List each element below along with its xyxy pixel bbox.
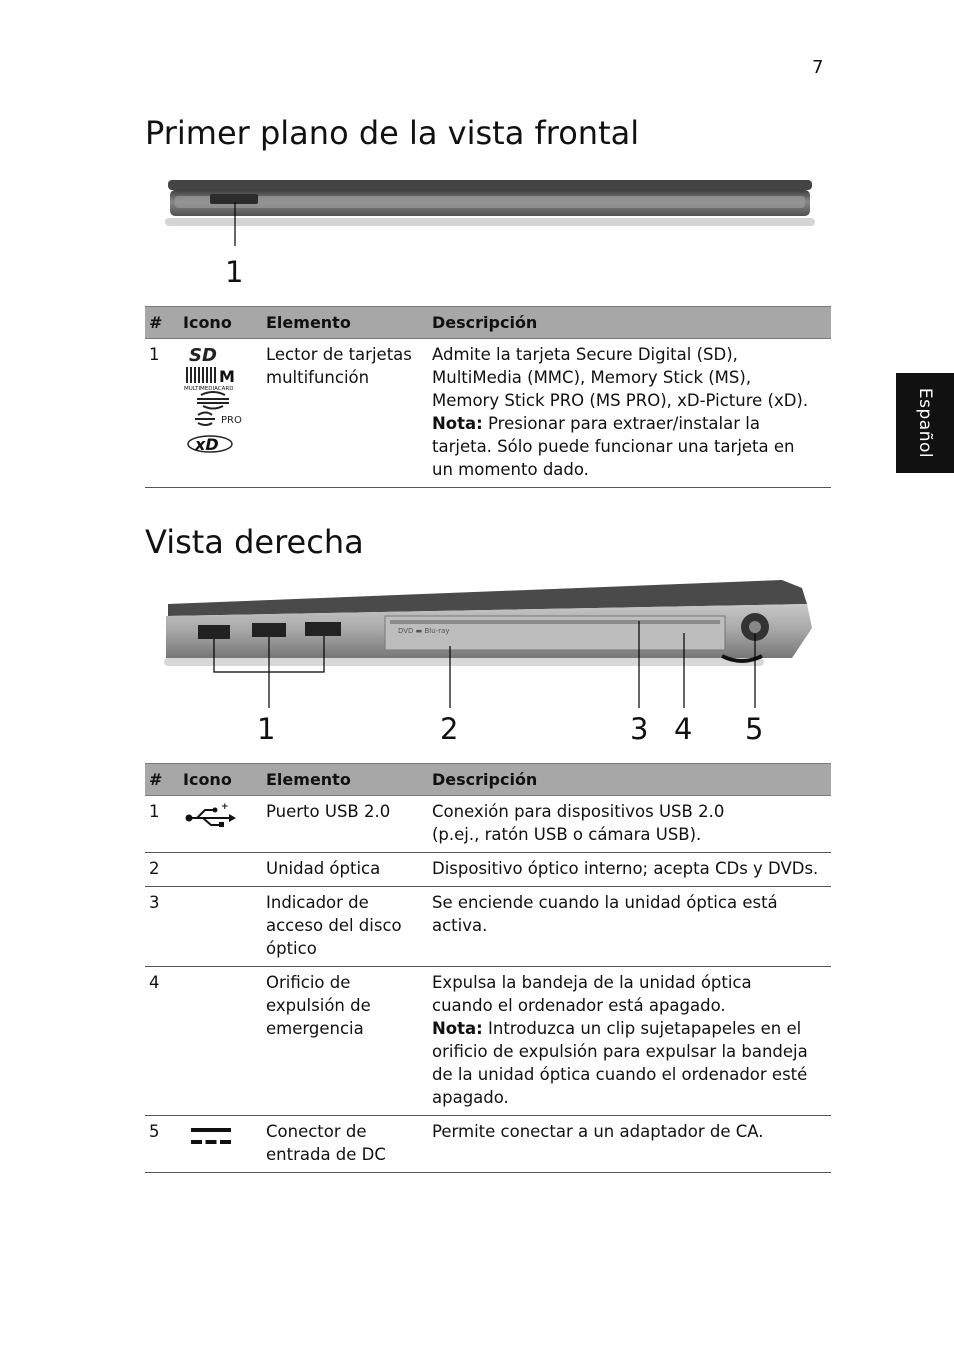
row-num: 5 (145, 1116, 177, 1173)
desc-line: orificio de expulsión para expulsar la bandeja (432, 1042, 808, 1061)
item-line: entrada de DC (266, 1145, 386, 1164)
header-num: # (145, 764, 177, 796)
desc-line: MultiMedia (MMC), Memory Stick (MS), (432, 368, 752, 387)
desc-line: (p.ej., ratón USB o cámara USB). (432, 825, 702, 844)
xd-logo-text: xD (195, 435, 219, 454)
header-desc: Descripción (426, 307, 831, 339)
table-row (145, 887, 831, 967)
right-view-title: Vista derecha (145, 523, 364, 561)
desc-line: Memory Stick PRO (MS PRO), xD-Picture (xD). (432, 391, 809, 410)
table-row (145, 339, 831, 488)
sd-logo-text: SD (189, 345, 217, 366)
desc-line: Expulsa la bandeja de la unidad óptica (432, 973, 752, 992)
item-line: Lector de tarjetas (266, 345, 412, 364)
desc-line: cuando el ordenador está apagado. (432, 996, 726, 1015)
desc-line: un momento dado. (432, 460, 589, 479)
header-item: Elemento (260, 307, 426, 339)
ms-pro-logo-text: PRO (221, 415, 242, 426)
item-line: Orificio de (266, 973, 351, 992)
right-callout-3: 3 (630, 712, 649, 746)
item-line: acceso del disco (266, 916, 402, 935)
front-view-table (145, 306, 831, 488)
table-row (145, 967, 831, 1116)
header-item: Elemento (260, 764, 426, 796)
usb-icon (183, 800, 237, 830)
desc-line: Permite conectar a un adaptador de CA. (432, 1122, 764, 1141)
table-header-row (145, 307, 831, 339)
table-row (145, 796, 831, 853)
item-line: Puerto USB 2.0 (266, 802, 391, 821)
mmc-logo-text: M (219, 367, 235, 386)
right-view-table (145, 763, 831, 1173)
memory-card-logos-icon (183, 343, 249, 458)
row-num: 4 (145, 967, 177, 1116)
desc-line: Se enciende cuando la unidad óptica está (432, 893, 778, 912)
header-desc: Descripción (426, 764, 831, 796)
header-icon: Icono (177, 307, 260, 339)
desc-line: Admite la tarjeta Secure Digital (SD), (432, 345, 738, 364)
desc-line: Dispositivo óptico interno; acepta CDs y DVDs. (432, 859, 819, 878)
item-line: Indicador de (266, 893, 369, 912)
front-view-illustration (165, 178, 815, 248)
right-callout-4: 4 (674, 712, 693, 746)
row-num: 3 (145, 887, 177, 967)
language-tab-label: Español (915, 387, 935, 459)
row-num: 2 (145, 853, 177, 887)
item-line: multifunción (266, 368, 370, 387)
page-number: 7 (812, 57, 824, 78)
desc-line: activa. (432, 916, 488, 935)
item-line: Unidad óptica (266, 859, 381, 878)
item-line: Conector de (266, 1122, 367, 1141)
right-view-illustration (162, 578, 817, 710)
svg-text:+: + (221, 802, 229, 812)
item-line: óptico (266, 939, 317, 958)
table-row (145, 853, 831, 887)
note-label: Nota: (432, 1019, 483, 1038)
dc-power-icon (183, 1120, 237, 1150)
note-text: Presionar para extraer/instalar la (488, 414, 760, 433)
desc-line: apagado. (432, 1088, 509, 1107)
front-view-title: Primer plano de la vista frontal (145, 114, 640, 152)
note-text: Introduzca un clip sujetapapeles en el (488, 1019, 802, 1038)
row-num: 1 (145, 339, 177, 488)
header-num: # (145, 307, 177, 339)
language-tab (896, 373, 954, 473)
table-row (145, 1116, 831, 1173)
front-callout-1: 1 (225, 255, 244, 289)
table-header-row (145, 764, 831, 796)
note-label: Nota: (432, 414, 483, 433)
right-callout-5: 5 (745, 712, 764, 746)
row-num: 1 (145, 796, 177, 853)
header-icon: Icono (177, 764, 260, 796)
right-callout-1: 1 (257, 712, 276, 746)
item-line: emergencia (266, 1019, 364, 1038)
svg-text:DVD ▬ Blu-ray: DVD ▬ Blu-ray (398, 627, 450, 635)
mmc-caption-text: MULTIMEDIACARD (184, 386, 234, 392)
right-callout-2: 2 (440, 712, 459, 746)
desc-line: tarjeta. Sólo puede funcionar una tarjeta en (432, 437, 795, 456)
desc-line: de la unidad óptica cuando el ordenador esté (432, 1065, 808, 1084)
desc-line: Conexión para dispositivos USB 2.0 (432, 802, 725, 821)
item-line: expulsión de (266, 996, 371, 1015)
